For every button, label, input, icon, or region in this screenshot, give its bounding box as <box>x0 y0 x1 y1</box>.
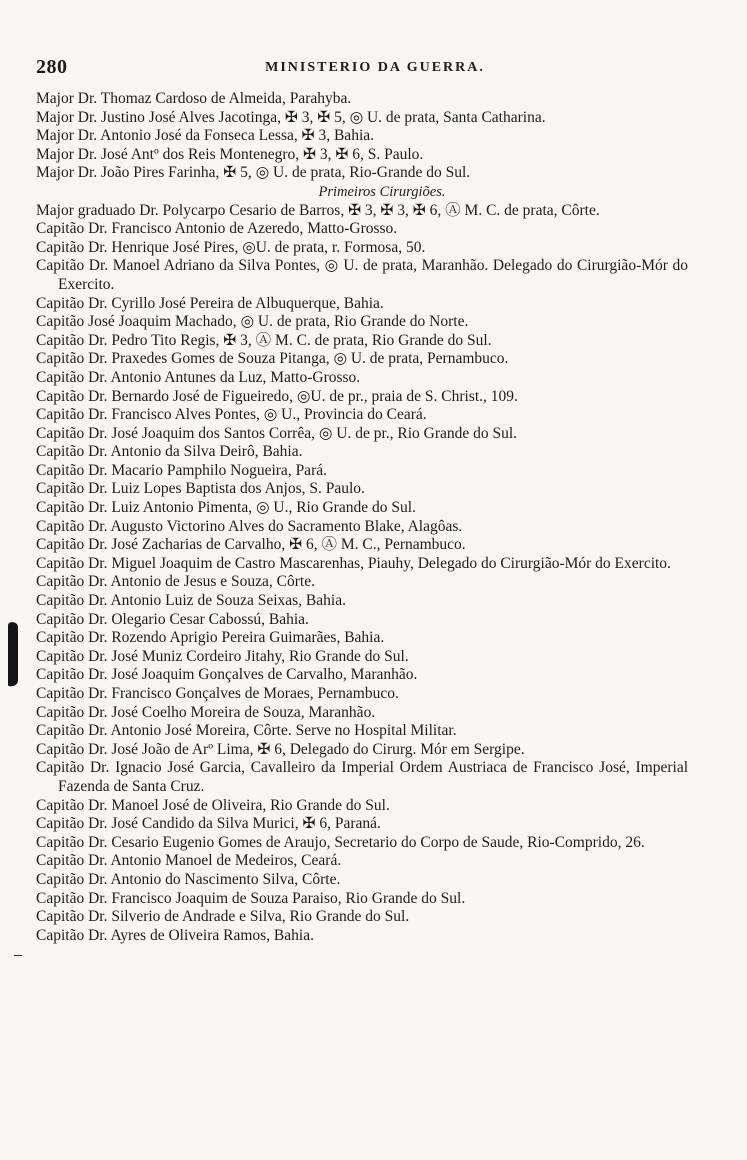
entry: Capitão Dr. Olegario Cesar Cabossú, Bahia. <box>36 610 309 628</box>
entry: Capitão Dr. Silverio de Andrade e Silva, Rio Grande do Sul. <box>36 908 410 926</box>
entry: Capitão Dr. Manoel José de Oliveira, Rio Grande do Sul. <box>36 796 390 814</box>
entry: Capitão Dr. Cyrillo José Pereira de Albuquerque, Bahia. <box>36 294 384 312</box>
entry: Capitão Dr. Bernardo José de Figueiredo, ◎U. de pr., praia de S. Christ., 109. <box>36 387 518 405</box>
entry: Capitão Dr. Cesario Eugenio Gomes de Araujo, Secretario do Corpo de Saude, Rio-Comprido, 26. <box>36 833 645 851</box>
entry: Major Dr. João Pires Farinha, ✠ 5, ◎ U. de prata, Rio-Grande do Sul. <box>36 164 471 182</box>
entry: Capitão Dr. Manoel Adriano da Silva Pontes, ◎ U. de prata, Maranhão. Delegado do Cirurgião-Mór do Exercito. <box>36 257 688 293</box>
entry: Major Dr. Thomaz Cardoso de Almeida, Parahyba. <box>36 90 352 107</box>
entry: Capitão Dr. Henrique José Pires, ◎U. de prata, r. Formosa, 50. <box>36 238 426 256</box>
entry: Capitão Dr. Miguel Joaquim de Castro Mascarenhas, Piauhy, Delegado do Cirurgião-Mór do Exercito. <box>36 554 671 572</box>
entry: Capitão Dr. Antonio da Silva Deirô, Bahia. <box>36 443 303 461</box>
entry: Capitão Dr. José João de Arº Lima, ✠ 6, Delegado do Cirurg. Mór em Sergipe. <box>36 740 525 758</box>
entry: Major Dr. Antonio José da Fonseca Lessa, ✠ 3, Bahia. <box>36 127 375 145</box>
entry: Capitão Dr. Antonio Luiz de Souza Seixas, Bahia. <box>36 592 346 610</box>
entry: Capitão Dr. Rozendo Aprigio Pereira Guimarães, Bahia. <box>36 629 385 647</box>
entry: Capitão Dr. Luiz Antonio Pimenta, ◎ U., Rio Grande do Sul. <box>36 499 416 517</box>
page-number: 280 <box>36 56 68 78</box>
entry: Capitão Dr. José Joaquim Gonçalves de Carvalho, Maranhão. <box>36 666 418 684</box>
section-title: Primeiros Cirurgiões. <box>318 183 446 200</box>
entry: Capitão Dr. Ignacio José Garcia, Cavalleiro da Imperial Ordem Austriaca de Francisco José, Imperial Fazenda de Santa Cruz. <box>36 759 688 795</box>
entry: Capitão José Joaquim Machado, ◎ U. de prata, Rio Grande do Norte. <box>36 313 469 331</box>
entry: Capitão Dr. Francisco Joaquim de Souza Paraiso, Rio Grande do Sul. <box>36 889 466 907</box>
running-title: MINISTERIO DA GUERRA. <box>265 60 485 75</box>
entry: Capitão Dr. Antonio José Moreira, Côrte. Serve no Hospital Militar. <box>36 722 457 740</box>
entry: Capitão Dr. Pedro Tito Regis, ✠ 3, Ⓐ M. C. de prata, Rio Grande do Sul. <box>36 331 492 349</box>
entry: Capitão Dr. Francisco Alves Pontes, ◎ U., Provincia do Ceará. <box>36 406 427 424</box>
page-header <box>36 56 688 82</box>
entry: Major graduado Dr. Polycarpo Cesario de Barros, ✠ 3, ✠ 3, ✠ 6, Ⓐ M. C. de prata, Côrte. <box>36 201 600 219</box>
margin-dash <box>14 955 22 956</box>
entry: Capitão Dr. José Coelho Moreira de Souza, Maranhão. <box>36 703 376 721</box>
entry: Capitão Dr. Praxedes Gomes de Souza Pitanga, ◎ U. de prata, Pernambuco. <box>36 350 509 368</box>
entry: Capitão Dr. José Muniz Cordeiro Jitahy, Rio Grande do Sul. <box>36 647 409 665</box>
entry: Capitão Dr. José Joaquim dos Santos Corrêa, ◎ U. de pr., Rio Grande do Sul. <box>36 424 518 442</box>
entry: Capitão Dr. Macario Pamphilo Nogueira, Pará. <box>36 461 327 479</box>
entry: Capitão Dr. José Candido da Silva Murici, ✠ 6, Paraná. <box>36 815 381 833</box>
entry: Capitão Dr. José Zacharias de Carvalho, ✠ 6, Ⓐ M. C., Pernambuco. <box>36 536 466 554</box>
entry: Capitão Dr. Ayres de Oliveira Ramos, Bahia. <box>36 926 314 944</box>
entry: Major Dr. Justino José Alves Jacotinga, ✠ 3, ✠ 5, ◎ U. de prata, Santa Catharina. <box>36 108 546 126</box>
entry: Major Dr. José Antº dos Reis Montenegro, ✠ 3, ✠ 6, S. Paulo. <box>36 145 424 163</box>
entry: Capitão Dr. Antonio do Nascimento Silva, Côrte. <box>36 870 341 888</box>
entry: Capitão Dr. Antonio de Jesus e Souza, Côrte. <box>36 573 315 591</box>
entry-list <box>36 90 688 945</box>
entry: Capitão Dr. Francisco Gonçalves de Moraes, Pernambuco. <box>36 685 399 702</box>
entry: Capitão Dr. Luiz Lopes Baptista dos Anjos, S. Paulo. <box>36 480 365 498</box>
entry: Capitão Dr. Antonio Antunes da Luz, Matto-Grosso. <box>36 368 361 386</box>
entry: Capitão Dr. Francisco Antonio de Azeredo, Matto-Grosso. <box>36 220 398 238</box>
margin-ink-mark <box>8 621 18 686</box>
document-page <box>36 56 688 945</box>
entry: Capitão Dr. Augusto Victorino Alves do Sacramento Blake, Alagôas. <box>36 517 463 535</box>
entry: Capitão Dr. Antonio Manoel de Medeiros, Ceará. <box>36 852 342 870</box>
